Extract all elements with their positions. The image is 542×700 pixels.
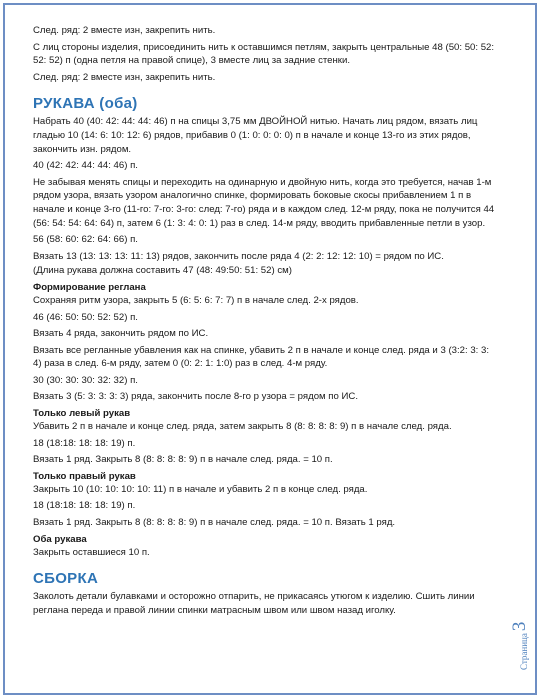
right-sleeve-paragraph-1: Закрыть 10 (10: 10: 10: 10: 11) п в начале и убавить 2 п в конце след. ряда. <box>33 483 368 495</box>
right-sleeve-paragraph-2: 18 (18:18: 18: 18: 19) п. <box>33 500 136 512</box>
page-number: 3 <box>509 621 530 632</box>
raglan-paragraph-2: 46 (46: 50: 50: 52: 52) п. <box>33 311 138 323</box>
right-sleeve-paragraph-3: Вязать 1 ряд. Закрыть 8 (8: 8: 8: 8: 9) п в начале след. ряда. = 10 п. Вязать 1 ряд. <box>33 517 396 529</box>
right-sleeve-heading: Только правый рукав <box>33 470 136 482</box>
raglan-paragraph-5: 30 (30: 30: 30: 32: 32) п. <box>33 374 138 386</box>
document-body <box>33 24 498 620</box>
page-number-label <box>500 590 530 670</box>
sleeves-paragraph-5: Вязать 13 (13: 13: 13: 11: 13) рядов, закончить после ряда 4 (2: 2: 12: 12: 10) = рядом по ИС. <box>33 250 444 262</box>
sleeves-paragraph-1: Набрать 40 (40: 42: 44: 44: 46) п на спицы 3,75 мм ДВОЙНОЙ нитью. Начать лиц рядом, вязать лиц гладью 10 (14: 6: 10: 12: 6) рядов, прибавив 0 (1: 0: 0: 0: 0) п в начале и конце 13-го из этих рядов, закончить изн. рядом. <box>33 116 478 155</box>
left-sleeve-heading: Только левый рукав <box>33 408 131 420</box>
sleeves-heading: РУКАВА (оба) <box>33 95 138 113</box>
left-sleeve-paragraph-1: Убавить 2 п в начале и конце след. ряда, затем закрыть 8 (8: 8: 8: 8: 9) п в начале след. ряда. <box>33 421 452 433</box>
sleeves-paragraph-4: 56 (58: 60: 62: 64: 66) п. <box>33 234 138 246</box>
sleeves-paragraph-2: 40 (42: 42: 44: 44: 46) п. <box>33 160 138 172</box>
sleeves-paragraph-6: (Длина рукава должна составить 47 (48: 49:50: 51: 52) см) <box>33 265 292 277</box>
both-sleeves-paragraph-1: Закрыть оставшиеся 10 п. <box>33 546 150 558</box>
left-sleeve-paragraph-3: Вязать 1 ряд. Закрыть 8 (8: 8: 8: 8: 9) п в начале след. ряда. = 10 п. <box>33 454 333 466</box>
assembly-paragraph-1: Заколоть детали булавками и осторожно отпарить, не прикасаясь утюгом к изделию. Сшить линии реглана переда и правой линии спинки матрасным швом или швом назад иголку. <box>33 591 475 616</box>
page-word: Страница <box>519 633 529 670</box>
assembly-heading: СБОРКА <box>33 570 99 588</box>
left-sleeve-paragraph-2: 18 (18:18: 18: 18: 19) п. <box>33 437 136 449</box>
raglan-paragraph-3: Вязать 4 ряда, закончить рядом по ИС. <box>33 328 209 340</box>
raglan-paragraph-4: Вязать все регланные убавления как на спинке, убавить 2 п в начале и конце след. ряда и 3 (3:2: 3: 3: 4) раза в след. 6-м ряду, затем 0 (0: 2: 1: 1:0) раз в след. 4-м ряду. <box>33 344 489 370</box>
both-sleeves-heading: Оба рукава <box>33 533 87 545</box>
raglan-heading: Формирование реглана <box>33 281 146 293</box>
intro-paragraph-3: След. ряд: 2 вместе изн, закрепить нить. <box>33 71 216 83</box>
intro-paragraph-1: След. ряд: 2 вместе изн, закрепить нить. <box>33 25 216 36</box>
raglan-paragraph-1: Сохраняя ритм узора, закрыть 5 (6: 5: 6: 7: 7) п в начале след. 2-х рядов. <box>33 294 359 306</box>
raglan-paragraph-6: Вязать 3 (5: 3: 3: 3: 3) ряда, закончить после 8-го р узора = рядом по ИС. <box>33 391 358 403</box>
intro-paragraph-2: С лиц стороны изделия, присоединить нить к оставшимся петлям, закрыть центральные 48 (50: 50: 52: 52: 52) п (одна петля на правой спице), 3 вместе лиц за задние стенки. <box>33 41 495 67</box>
sleeves-paragraph-3: Не забывая менять спицы и переходить на одинарную и двойную нить, когда это требуется, начав 1-м рядом узора, вязать узором аналогично спинке, формировать боковые скосы прибавлением 1 п в начале и конце 3-го (11-го: 7-го: 3-го: след: 7-го) ряда и в каждом след. 12-м ряду, пока не получится 44 (56: 54: 54: 64: 64) п, затем 6 (1: 3: 4: 0: 1) раз в след. 14-м ряду, вводить прибавленные петли в узор. <box>33 176 495 229</box>
